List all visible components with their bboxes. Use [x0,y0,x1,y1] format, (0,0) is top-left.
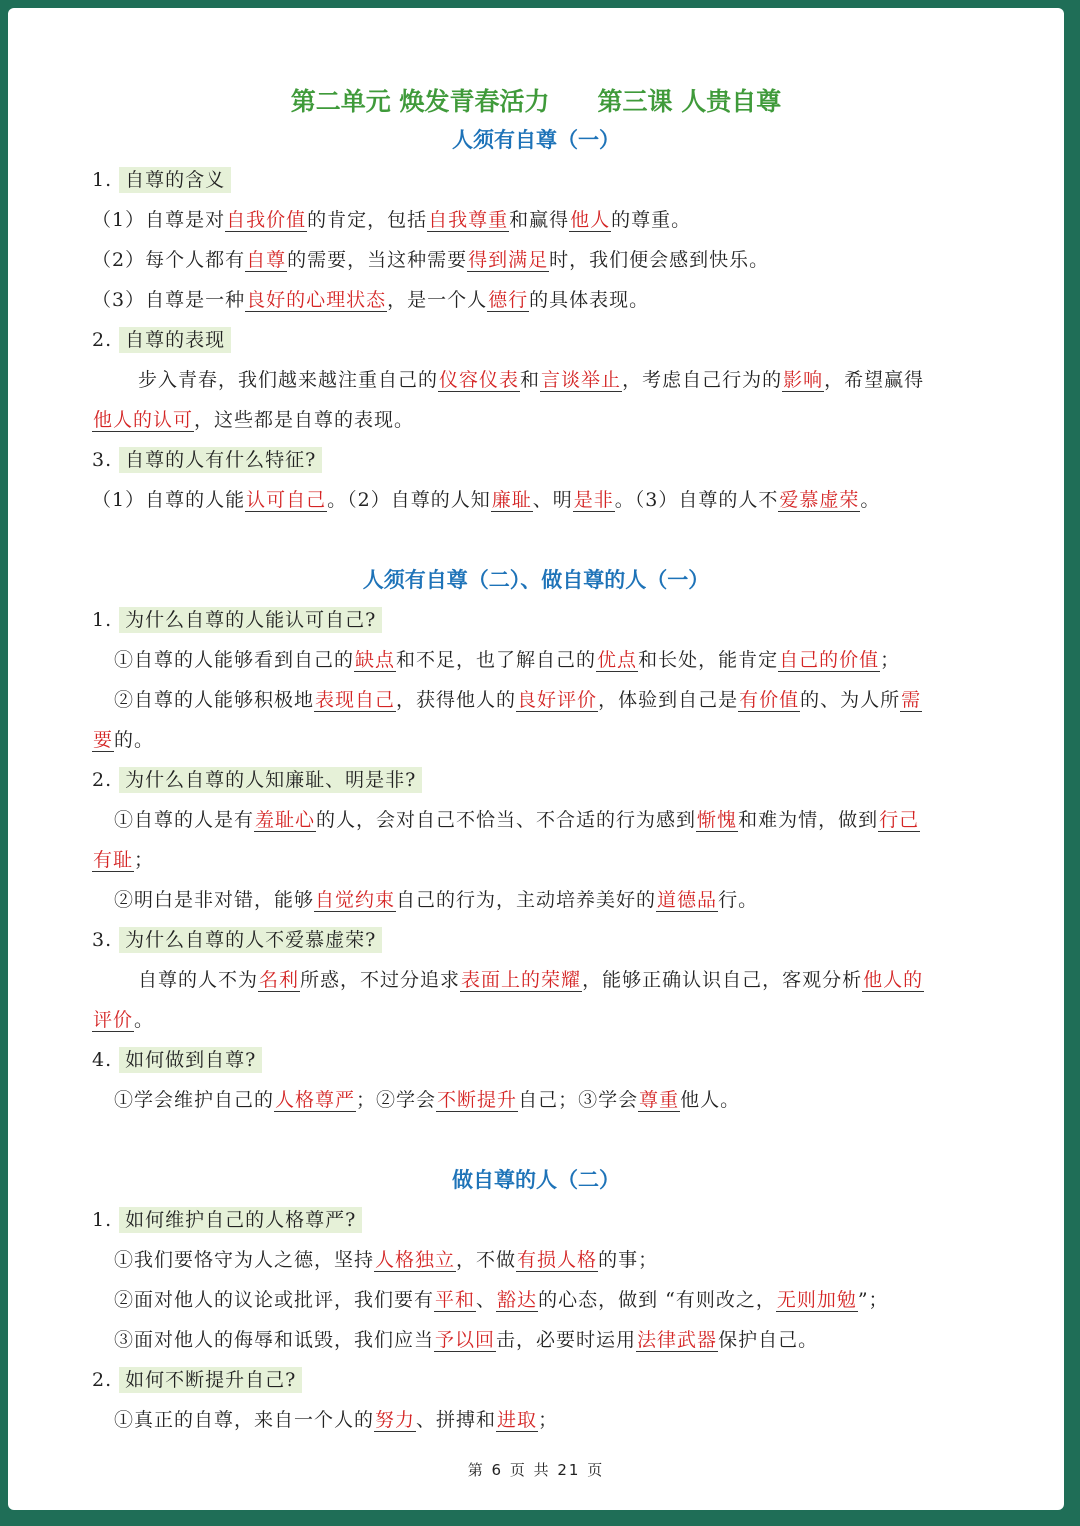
text-line [92,360,980,400]
question-heading: 为什么自尊的人不爱慕虚荣? [119,927,382,953]
page-footer: 第 6 页 共 21 页 [467,1461,605,1479]
text-segment: ，获得他人的 [396,689,517,711]
text-segment: ，体验到自己是 [598,689,739,711]
text-line [92,1280,980,1320]
text-segment: 的。 [114,729,155,751]
text-segment: 。 [860,489,881,511]
text-segment: 、 [476,1289,497,1311]
text-segment: 和不足，也了解自己的 [396,649,597,671]
key-term: 进取 [497,1409,538,1431]
text-segment: 2. [92,329,120,351]
key-term: 法律武器 [637,1329,718,1351]
text-line [92,800,980,840]
text-segment: 的具体表现。 [529,289,650,311]
section-title: 人须有自尊（二）、做自尊的人（一） [362,568,710,592]
key-term: 惭愧 [697,809,738,831]
key-term: 影响 [783,369,824,391]
text-segment: 和赢得 [509,209,570,231]
text-segment: ①自尊的人能够看到自己的 [114,649,355,671]
text-segment: 3. [92,929,120,951]
key-term: 优点 [597,649,638,671]
text-line [92,240,980,280]
key-term: 自我尊重 [428,209,509,231]
text-segment: ，是一个人 [387,289,488,311]
text-segment: 、明 [532,489,573,511]
question-heading: 为什么自尊的人知廉耻、明是非? [119,767,422,793]
text-segment: 他人。 [680,1089,741,1111]
key-term: 自己的价值 [779,649,880,671]
text-segment: 所惑，不过分追求 [300,969,461,991]
section-spacer [92,1120,980,1160]
key-term: 得到满足 [468,249,549,271]
key-term: 良好评价 [517,689,598,711]
key-term: 表面上的荣耀 [461,969,582,991]
question-heading: 自尊的表现 [119,327,231,353]
key-term: 道德品 [657,889,718,911]
key-term: 豁达 [497,1289,538,1311]
text-segment: （3）自尊是一种 [92,289,246,311]
text-segment: ； [538,1409,559,1431]
key-term: 不断提升 [437,1089,518,1111]
text-segment: ”； [857,1289,889,1311]
text-segment: 击，必要时运用 [496,1329,637,1351]
text-line [92,1040,980,1080]
text-segment: 的人，会对自己不恰当、不合适的行为感到 [316,809,697,831]
key-term: 他人的认可 [93,409,194,431]
key-term: 言谈举止 [541,369,622,391]
text-line [92,1200,980,1240]
section-spacer [92,520,980,560]
key-term: 良好的心理状态 [246,289,387,311]
key-term: 予以回 [435,1329,496,1351]
text-line [92,720,980,760]
text-segment: ①真正的自尊，来自一个人的 [114,1409,375,1431]
text-segment: （1）自尊是对 [92,209,226,231]
text-segment: （1）自尊的人能 [92,489,246,511]
text-segment: 1. [92,169,120,191]
key-term: 他人的 [863,969,924,991]
text-line [92,920,980,960]
text-segment: 的、为人所 [800,689,901,711]
text-segment: 4. [92,1049,120,1071]
main-title [92,84,980,120]
question-heading: 自尊的含义 [119,167,231,193]
text-segment: 的肯定，包括 [307,209,428,231]
unit-title: 第二单元 焕发青春活力 [290,87,550,116]
text-segment: ①学会维护自己的 [114,1089,275,1111]
key-term: 自我价值 [226,209,307,231]
text-segment: 自己；③学会 [518,1089,639,1111]
text-segment: 1. [92,609,120,631]
key-term: 需 [901,689,922,711]
text-segment: （2）每个人都有 [92,249,246,271]
key-term: 缺点 [355,649,396,671]
text-line [92,400,980,440]
key-term: 仪容仪表 [439,369,520,391]
key-term: 人格独立 [375,1249,456,1271]
key-term: 他人 [570,209,611,231]
key-term: 有损人格 [517,1249,598,1271]
text-segment: 和长处，能肯定 [638,649,779,671]
text-segment: ；②学会 [356,1089,437,1111]
text-line [92,280,980,320]
key-term: 认可自己 [246,489,327,511]
text-line [92,680,980,720]
key-term: 廉耻 [491,489,532,511]
question-heading: 如何做到自尊? [119,1047,262,1073]
text-segment: ； [880,649,901,671]
key-term: 有价值 [739,689,800,711]
section-title: 做自尊的人（二） [452,1168,620,1192]
key-term: 平和 [435,1289,476,1311]
text-segment: 2. [92,769,120,791]
question-heading: 自尊的人有什么特征? [119,447,322,473]
key-term: 尊重 [639,1089,680,1111]
text-segment: ②自尊的人能够积极地 [114,689,315,711]
key-term: 是非 [573,489,614,511]
text-segment: 和难为情，做到 [738,809,879,831]
text-segment: 。 [134,1009,155,1031]
text-segment: 的尊重。 [611,209,692,231]
key-term: 人格尊严 [275,1089,356,1111]
document-content [92,120,980,1440]
text-line [92,160,980,200]
text-segment: 的事； [598,1249,659,1271]
text-line [92,1240,980,1280]
text-segment: ②明白是非对错，能够 [114,889,315,911]
text-line [92,1320,980,1360]
text-line [92,200,980,240]
text-line [92,640,980,680]
key-term: 德行 [488,289,529,311]
text-segment: 自尊的人不为 [138,969,259,991]
text-segment: ③面对他人的侮辱和诋毁，我们应当 [114,1329,435,1351]
text-segment: 。（2）自尊的人知 [327,489,491,511]
key-term: 羞耻心 [255,809,316,831]
text-segment: ，考虑自己行为的 [622,369,783,391]
text-line [92,480,980,520]
text-segment: 1. [92,1209,120,1231]
text-segment: 的心态，做到 “有则改之， [538,1289,776,1311]
text-segment: 2. [92,1369,120,1391]
text-segment: ，这些都是自尊的表现。 [194,409,415,431]
text-segment: ； [134,849,155,871]
text-segment: ，希望赢得 [824,369,925,391]
text-line [92,1360,980,1400]
text-line [92,320,980,360]
text-segment: ②面对他人的议论或批评，我们要有 [114,1289,435,1311]
text-line [92,960,980,1000]
text-line [92,760,980,800]
text-line [92,440,980,480]
key-term: 名利 [259,969,300,991]
text-segment: ，不做 [456,1249,517,1271]
text-line [92,1000,980,1040]
key-term: 自尊 [246,249,287,271]
key-term: 表现自己 [315,689,396,711]
key-term: 爱慕虚荣 [779,489,860,511]
key-term: 行己 [879,809,920,831]
key-term: 自觉约束 [315,889,396,911]
key-term: 评价 [93,1009,134,1031]
key-term: 要 [93,729,114,751]
document-page [8,8,1064,1510]
text-segment: 行。 [718,889,759,911]
text-segment: 。（3）自尊的人不 [614,489,779,511]
question-heading: 如何维护自己的人格尊严? [119,1207,362,1233]
text-line [92,880,980,920]
text-segment: ①自尊的人是有 [114,809,255,831]
text-segment: ①我们要恪守为人之德，坚持 [114,1249,375,1271]
text-segment: 的需要，当这种需要 [287,249,468,271]
text-segment: 时，我们便会感到快乐。 [549,249,770,271]
section-title: 人须有自尊（一） [452,128,620,152]
lesson-title: 第三课 人贵自尊 [597,87,782,116]
question-heading: 为什么自尊的人能认可自己? [119,607,382,633]
text-segment: 3. [92,449,120,471]
text-segment: 自己的行为，主动培养美好的 [396,889,657,911]
key-term: 有耻 [93,849,134,871]
text-line [92,1080,980,1120]
text-segment: 和 [520,369,541,391]
text-segment: 保护自己。 [718,1329,819,1351]
text-segment: ，能够正确认识自己，客观分析 [582,969,863,991]
text-line [92,840,980,880]
text-line [92,600,980,640]
text-segment: 、拼搏和 [416,1409,497,1431]
text-line [92,1400,980,1440]
key-term: 无则加勉 [776,1289,857,1311]
question-heading: 如何不断提升自己? [119,1367,302,1393]
text-segment: 步入青春，我们越来越注重自己的 [138,369,439,391]
key-term: 努力 [375,1409,416,1431]
